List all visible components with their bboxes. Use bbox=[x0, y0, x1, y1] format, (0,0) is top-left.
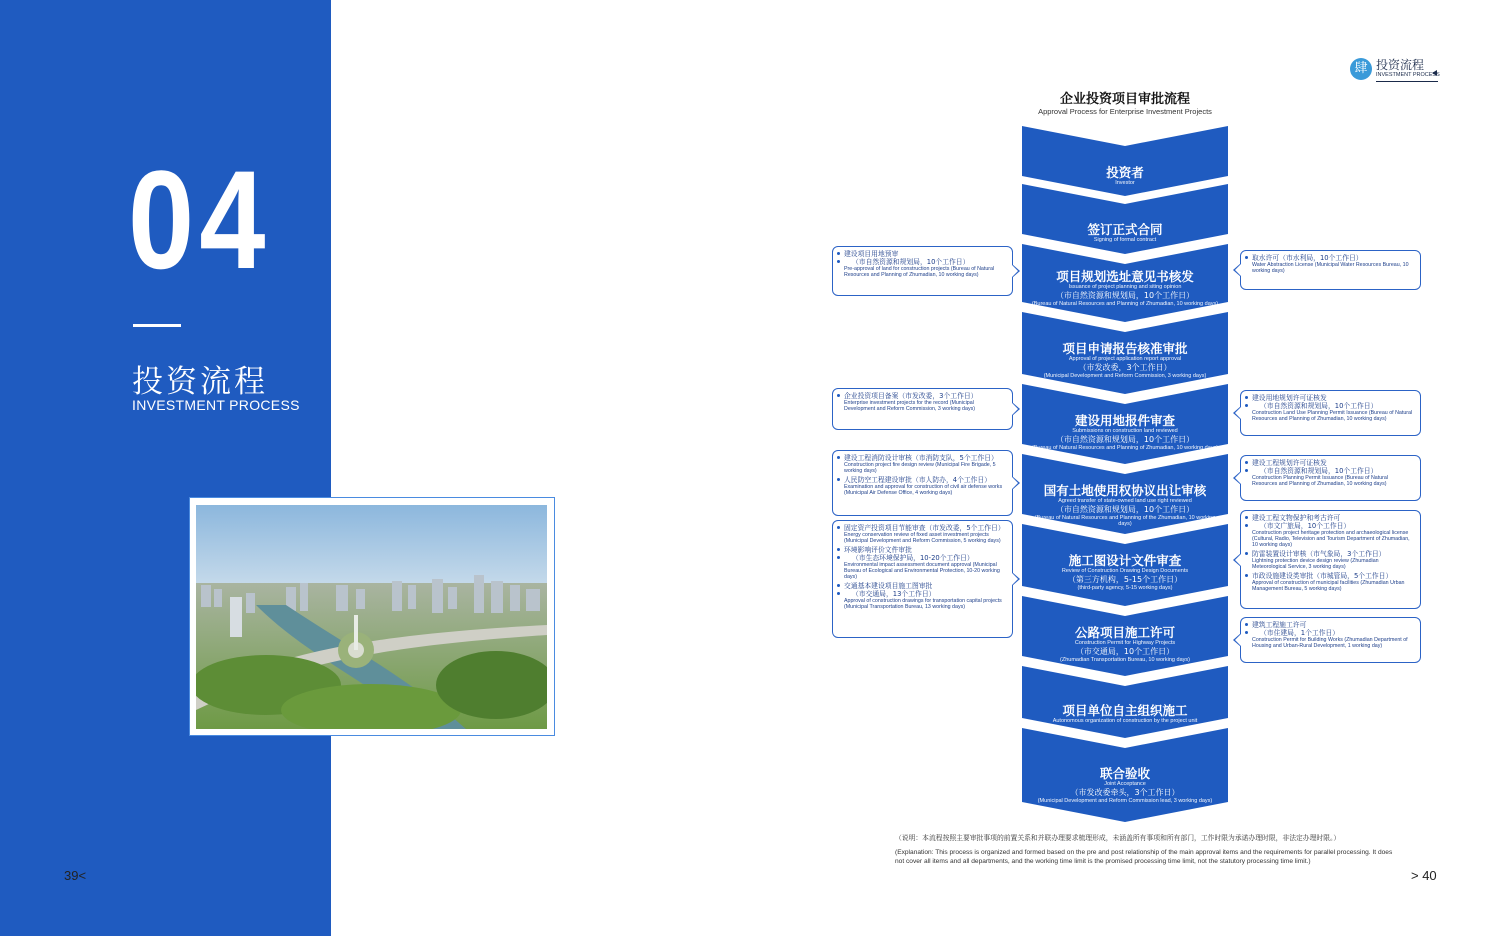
box-arrow-icon bbox=[1012, 265, 1018, 277]
chevron-construction bbox=[1022, 666, 1228, 738]
box-arrow-icon bbox=[1012, 403, 1018, 415]
step-investor bbox=[1030, 165, 1220, 187]
step-title: 项目规划选址意见书核发 bbox=[1056, 269, 1194, 284]
step-title-en: Joint Acceptance bbox=[1104, 781, 1146, 787]
step-title-en: Construction Permit for Highway Projects bbox=[1074, 640, 1176, 646]
step-title: 项目申请报告核准审批 bbox=[1062, 341, 1188, 356]
box-item-en: Lightning protection device design review (Zhumadian Meteorological Service, 3 working days) bbox=[1252, 558, 1379, 570]
step-detail-en: (Bureau of Natural Resources and Planning of the Zhumadian, 10 working days) bbox=[1034, 514, 1216, 527]
step-title-en: Autonomous organization of construction by the project unit bbox=[1052, 718, 1198, 724]
box-item-en: Construction Planning Permit Issuance (Bureau of Natural Resources and Planning of Zhumadian, 10 working days) bbox=[1252, 475, 1389, 487]
box-item-en: Approval of construction drawings for transportation capital projects (Municipal Transportation Bureau, 13 working days) bbox=[844, 598, 1002, 610]
badge-title-cn: 投资流程 bbox=[1376, 58, 1425, 72]
box-item-en: Approval of construction of municipal facilities (Zhumadian Urban Management Bureau, 5 working days) bbox=[1252, 580, 1405, 592]
box-arrow-icon bbox=[1235, 264, 1241, 276]
box-arrow-icon bbox=[1235, 554, 1241, 566]
side-box-energy-env-transport bbox=[832, 520, 1013, 638]
box-item-cn: 交通基本建设项目施工图审批 bbox=[844, 582, 1006, 590]
step-approval bbox=[1030, 341, 1220, 379]
step-title: 建设用地报件审查 bbox=[1074, 413, 1175, 428]
explanation-en: (Explanation: This process is organized and formed based on the pre and post relationship of the main approval items and the requirements for parallel processing. It does not cover all items and all departments, and the working time limit is the promised processing time limit, not the statutory processing time limit.) bbox=[895, 849, 1393, 865]
section-title-en: INVESTMENT PROCESS bbox=[132, 397, 300, 413]
side-box-water-license bbox=[1240, 250, 1421, 290]
box-item-cn: 环境影响评价文件审批 bbox=[844, 546, 1006, 554]
step-detail: （市自然资源和规划局，10个工作日） bbox=[1055, 434, 1195, 444]
box-item-cn-detail: （市生态环境保护局，10-20个工作日） bbox=[844, 554, 1006, 562]
step-drawing-review bbox=[1030, 553, 1220, 591]
step-title: 签订正式合同 bbox=[1087, 222, 1163, 237]
box-arrow-icon bbox=[1012, 573, 1018, 585]
box-arrow-icon bbox=[1235, 407, 1241, 419]
side-box-building-permit bbox=[1240, 617, 1421, 663]
badge-title-en: INVESTMENT PROCESS bbox=[1376, 72, 1440, 78]
box-item-cn: 建设用地规划许可证核发 bbox=[1252, 394, 1414, 402]
explanation-cn: （说明：本流程按照主要审批事项的前置关系和并联办理要求梳理形成，未涵盖所有事项和所有部门，工作时限为承诺办理时限，非法定办理时限。） bbox=[895, 834, 1341, 842]
side-box-construction-planning-permit bbox=[1240, 455, 1421, 501]
box-item-cn: 企业投资项目备案（市发改委，3个工作日） bbox=[844, 392, 1006, 400]
badge-underline bbox=[1376, 81, 1438, 82]
box-item-en: Energy conservation review of fixed asset investment projects (Municipal Development and Reform Commission, 5 working days) bbox=[844, 532, 1001, 544]
box-item-cn: 固定资产投资项目节能审查（市发改委，5个工作日） bbox=[844, 524, 1005, 532]
city-aerial-photo bbox=[196, 505, 547, 729]
box-item-cn: 建设工程规划许可证核发 bbox=[1252, 459, 1414, 467]
section-title-cn: 投资流程 bbox=[132, 364, 268, 400]
badge-triangle-icon bbox=[1432, 70, 1437, 76]
step-title-en: Review of Construction Drawing Design Documents bbox=[1061, 568, 1189, 574]
box-item-en: Enterprise investment projects for the record (Municipal Development and Reform Commission, 3 working days) bbox=[844, 400, 976, 412]
box-item-cn: 建设工程消防设计审核（市消防支队，5个工作日） bbox=[844, 454, 1006, 462]
title-rule bbox=[133, 324, 181, 327]
step-detail: （市自然资源和规划局，10个工作日） bbox=[1055, 504, 1195, 514]
page-number-right: > 40 bbox=[1411, 868, 1437, 883]
flow-title-cn: 企业投资项目审批流程 bbox=[1059, 92, 1190, 107]
step-land-transfer bbox=[1030, 483, 1220, 528]
step-title-en: Approval of project application report approval bbox=[1068, 356, 1182, 362]
step-detail-en: (Bureau of Natural Resources and Planning of Zhumadian, 10 working days) bbox=[1031, 300, 1219, 307]
step-highway-permit bbox=[1030, 625, 1220, 663]
box-item-cn: 市政设施建设类审批（市城管局，5个工作日） bbox=[1252, 572, 1414, 580]
step-title-en: Issuance of project planning and siting opinion bbox=[1068, 284, 1182, 290]
box-item-en: Pre-approval of land for construction projects (Bureau of Natural Resources and Planning of Zhumadian, 10 working days) bbox=[844, 266, 995, 278]
side-box-filing bbox=[832, 388, 1013, 430]
step-detail-en: (Bureau of Natural Resources and Planning of Zhumadian, 10 working days) bbox=[1031, 444, 1219, 451]
step-detail: （市交通局，10个工作日） bbox=[1075, 646, 1175, 656]
box-arrow-icon bbox=[1235, 472, 1241, 484]
box-item-cn-detail: （市自然资源和规划局，10个工作日） bbox=[844, 258, 1006, 266]
box-item-cn-detail: （市住建局，1个工作日） bbox=[1252, 629, 1414, 637]
box-item-cn: 建设工程文物保护和考古许可 bbox=[1252, 514, 1414, 522]
step-detail-en: (third-party agency, 5-15 working days) bbox=[1077, 584, 1173, 591]
step-title-en: Submissions on construction land reviewed bbox=[1072, 428, 1178, 434]
box-item-cn-detail: （市交通局，13个工作日） bbox=[844, 590, 1006, 598]
step-title: 国有土地使用权协议出让审核 bbox=[1043, 483, 1207, 498]
step-title-en: Signing of formal contract bbox=[1093, 237, 1157, 243]
box-item-en: Construction project fire design review (Municipal Fire Brigade, 5 working days) bbox=[844, 462, 996, 474]
box-item-en: Environmental impact assessment document approval (Municipal Bureau of Ecological and Environmental Protection, 10-20 working days) bbox=[844, 562, 1000, 580]
box-item-cn: 防雷装置设计审核（市气象局，3个工作日） bbox=[1252, 550, 1414, 558]
step-detail-en: (Zhumadian Transportation Bureau, 10 working days) bbox=[1060, 656, 1190, 663]
step-acceptance bbox=[1030, 766, 1220, 804]
box-item-en: Construction project heritage protection and archaeological license (Cultural, Radio, Television and Tourism Department of Zhumadian, 10 working days) bbox=[1252, 530, 1410, 548]
step-contract bbox=[1030, 222, 1220, 244]
box-item-cn-detail: （市文广旅局，10个工作日） bbox=[1252, 522, 1414, 530]
step-detail-en: (Municipal Development and Reform Commission, 3 working days) bbox=[1043, 372, 1207, 379]
step-title-en: Investor bbox=[1115, 180, 1135, 186]
box-item-en: Construction Permit for Building Works (Zhumadian Department of Housing and Urban-Rural Development, 1 working day) bbox=[1252, 637, 1408, 649]
flow-title-en: Approval Process for Enterprise Investment Projects bbox=[1038, 107, 1212, 116]
box-item-cn: 取水许可（市水利局，10个工作日） bbox=[1252, 254, 1414, 262]
step-title: 投资者 bbox=[1106, 165, 1144, 180]
step-detail: （市发改委，3个工作日） bbox=[1078, 362, 1172, 372]
badge-circle-icon: 肆 bbox=[1350, 58, 1372, 80]
side-box-land-preapproval bbox=[832, 246, 1013, 296]
side-box-fire-civil-defense bbox=[832, 450, 1013, 516]
step-title: 联合验收 bbox=[1099, 766, 1150, 781]
step-detail: （市自然资源和规划局，10个工作日） bbox=[1055, 290, 1195, 300]
box-item-cn: 建设项目用地预审 bbox=[844, 250, 1006, 258]
box-item-cn-detail: （市自然资源和规划局，10个工作日） bbox=[1252, 402, 1414, 410]
step-title-en: Agreed transfer of state-owned land use right reviewed bbox=[1058, 498, 1192, 504]
box-item-cn: 建筑工程施工许可 bbox=[1252, 621, 1414, 629]
box-item-en: Examination and approval for construction of civil air defense works (Municipal Air Defense Office, 4 working days) bbox=[844, 484, 1003, 496]
step-siting bbox=[1030, 269, 1220, 307]
step-construction bbox=[1030, 703, 1220, 725]
step-title: 项目单位自主组织施工 bbox=[1062, 703, 1188, 718]
step-detail-en: (Municipal Development and Reform Commission lead, 3 working days) bbox=[1037, 797, 1213, 804]
box-item-cn-detail: （市自然资源和规划局，10个工作日） bbox=[1252, 467, 1414, 475]
step-detail: （市发改委牵头，3个工作日） bbox=[1070, 787, 1180, 797]
side-box-heritage-lightning-municipal bbox=[1240, 510, 1421, 609]
step-detail: （第三方机构，5-15个工作日） bbox=[1067, 574, 1183, 584]
page-number-left: 39< bbox=[64, 868, 87, 883]
step-title: 公路项目施工许可 bbox=[1074, 625, 1175, 640]
box-item-en: Construction Land Use Planning Permit Issuance (Bureau of Natural Resources and Planning of Zhumadian, 10 working days) bbox=[1252, 410, 1413, 422]
box-arrow-icon bbox=[1235, 634, 1241, 646]
step-title: 施工图设计文件审查 bbox=[1068, 553, 1182, 568]
section-badge bbox=[1350, 56, 1440, 84]
box-item-cn: 人民防空工程建设审批（市人防办，4个工作日） bbox=[844, 476, 1006, 484]
section-number: 04 bbox=[128, 141, 271, 298]
box-item-en: Water Abstraction License (Municipal Water Resources Bureau, 10 working days) bbox=[1252, 262, 1409, 274]
step-land-review bbox=[1030, 413, 1220, 451]
side-box-land-planning-permit bbox=[1240, 390, 1421, 436]
box-arrow-icon bbox=[1012, 477, 1018, 489]
